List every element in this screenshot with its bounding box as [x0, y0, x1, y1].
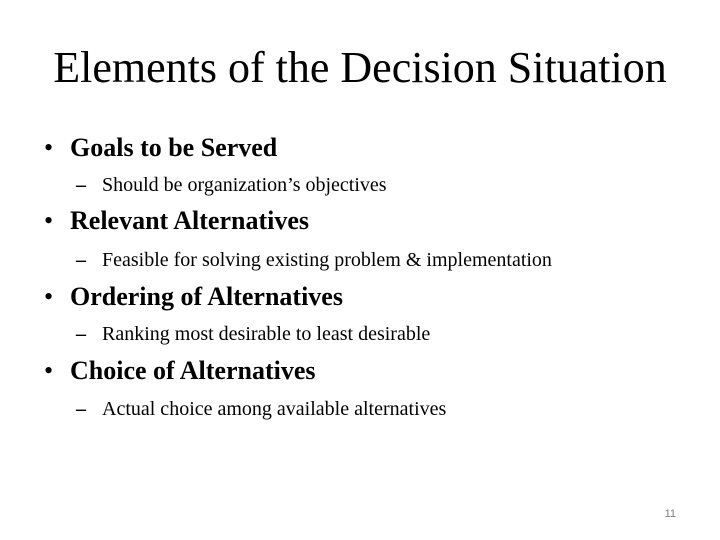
bullet-marker: •: [44, 356, 54, 385]
bullet-heading: Choice of Alternatives: [70, 356, 316, 385]
bullet-heading: Ordering of Alternatives: [70, 282, 343, 311]
page-number: 11: [664, 508, 676, 520]
sub-item-alternatives: [76, 247, 552, 273]
bullet-heading: Goals to be Served: [70, 133, 278, 162]
bullet-item-goals: [44, 133, 277, 163]
bullet-marker: •: [44, 282, 54, 311]
sub-text: Feasible for solving existing problem & implementation: [102, 249, 552, 271]
sub-marker: –: [76, 398, 86, 420]
sub-item-ordering: [76, 321, 430, 347]
bullet-item-ordering: [44, 282, 343, 312]
sub-text: Ranking most desirable to least desirable: [102, 323, 431, 345]
bullet-heading: Relevant Alternatives: [70, 206, 310, 235]
slide-title: Elements of the Decision Situation: [53, 43, 667, 92]
sub-text: Actual choice among available alternatives: [102, 398, 447, 420]
sub-marker: –: [76, 174, 86, 196]
bullet-marker: •: [44, 133, 54, 162]
sub-item-goals: [76, 172, 387, 198]
sub-text: Should be organization’s objectives: [102, 174, 387, 196]
bullet-item-choice: [44, 356, 316, 386]
bullet-marker: •: [44, 206, 54, 235]
sub-marker: –: [76, 323, 86, 345]
sub-item-choice: [76, 396, 446, 422]
bullet-item-alternatives: [44, 206, 309, 236]
sub-marker: –: [76, 249, 86, 271]
